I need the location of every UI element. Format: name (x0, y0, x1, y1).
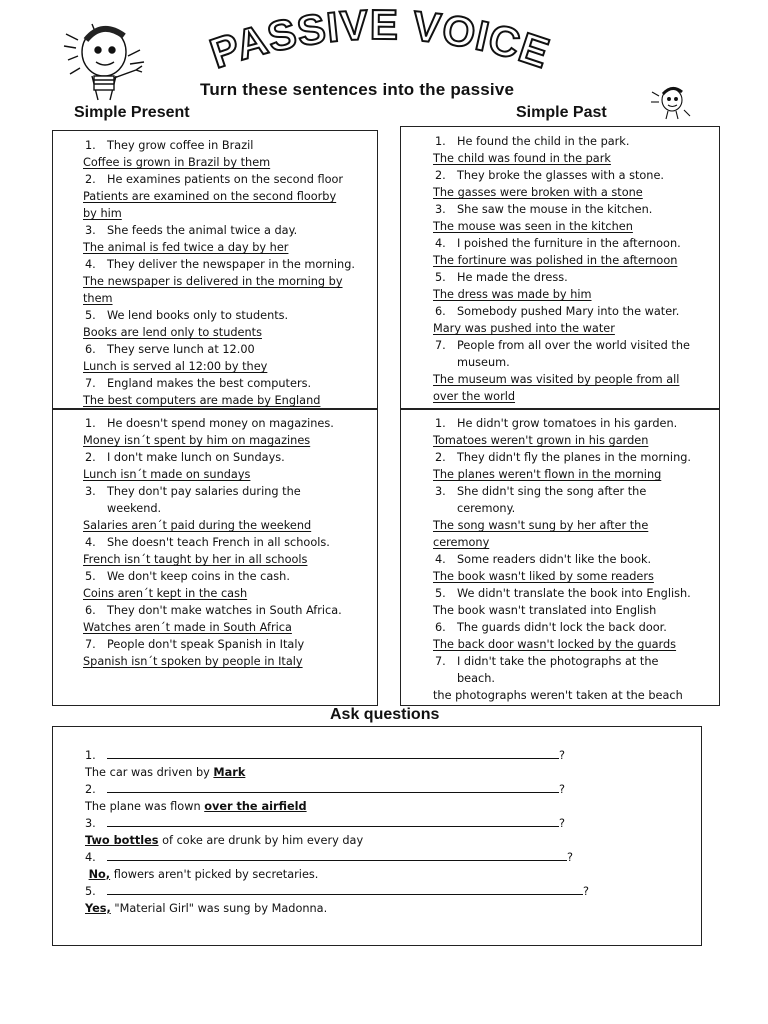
answer-line: the photographs weren't taken at the beach (433, 689, 683, 702)
answer-line: over the world (433, 390, 516, 403)
question-item (433, 167, 719, 184)
question-mark: ? (583, 885, 589, 898)
answer-line: The book wasn't liked by some readers (433, 570, 654, 583)
question-mark: ? (559, 783, 565, 796)
ask-question-number: 2. (85, 783, 96, 796)
answer-line: The book wasn't translated into English (433, 604, 657, 617)
question-text: England makes the best computers. (107, 377, 312, 390)
answer-blank-input[interactable] (107, 883, 583, 895)
answer-line: Lunch is served al 12:00 by they (83, 360, 268, 373)
answer-line: The mouse was seen in the kitchen (433, 220, 633, 233)
page-title-text: PASSIVE VOICE (204, 0, 556, 78)
answer-line: ceremony (433, 536, 490, 549)
question-text: They grow coffee in Brazil (107, 139, 254, 152)
ask-answer-focus: Mark (213, 766, 246, 779)
question-item (433, 303, 719, 320)
question-number: 1. (435, 417, 446, 430)
question-item (83, 307, 377, 324)
ask-answer-post: "Material Girl" was sung by Madonna. (110, 902, 328, 915)
section-label-simple-present: Simple Present (74, 104, 190, 121)
question-item (83, 256, 377, 273)
answer-blank-input[interactable] (107, 849, 567, 861)
question-continuation: beach. (457, 672, 496, 685)
question-text: She saw the mouse in the kitchen. (457, 203, 653, 216)
page-title (160, 0, 600, 90)
question-text: We lend books only to students. (107, 309, 289, 322)
question-number: 2. (435, 451, 446, 464)
question-text: He didn't grow tomatoes in his garden. (457, 417, 678, 430)
question-text: People from all over the world visited the (457, 339, 690, 352)
question-item (83, 636, 377, 653)
question-text: Some readers didn't like the book. (457, 553, 652, 566)
ask-question-number: 1. (85, 749, 96, 762)
ask-question-number: 5. (85, 885, 96, 898)
question-text: We don't keep coins in the cash. (107, 570, 290, 583)
question-item (83, 534, 377, 551)
question-text: They don't pay salaries during the (107, 485, 301, 498)
answer-blank-input[interactable] (107, 781, 559, 793)
ask-answer-row (85, 798, 701, 815)
answer-line: Spanish isn´t spoken by people in Italy (83, 655, 303, 668)
ask-answer-row (85, 900, 701, 917)
question-item (433, 551, 719, 568)
answer-line: The newspaper is delivered in the morning by (83, 275, 343, 288)
instruction-heading: Turn these sentences into the passive (200, 80, 515, 99)
ask-answer-row (85, 832, 701, 849)
ask-question-row (85, 781, 701, 798)
question-number: 4. (435, 237, 446, 250)
question-number: 1. (85, 417, 96, 430)
question-item (83, 568, 377, 585)
answer-line: The animal is fed twice a day by her (83, 241, 289, 254)
question-item (433, 619, 719, 636)
question-number: 2. (85, 451, 96, 464)
answer-line: Coffee is grown in Brazil by them (83, 156, 271, 169)
question-number: 4. (85, 258, 96, 271)
ask-answer-focus: Two bottles (85, 834, 159, 847)
question-text: People don't speak Spanish in Italy (107, 638, 305, 651)
ask-answer-row (85, 764, 701, 781)
question-number: 6. (85, 604, 96, 617)
question-item (433, 483, 719, 500)
answer-line: Lunch isn´t made on sundays (83, 468, 251, 481)
answer-line: Tomatoes weren't grown in his garden (433, 434, 649, 447)
ask-question-number: 3. (85, 817, 96, 830)
ask-question-row (85, 849, 701, 866)
question-number: 7. (435, 655, 446, 668)
small-cartoon-icon (650, 84, 692, 120)
question-number: 5. (85, 309, 96, 322)
question-item (433, 449, 719, 466)
answer-line: The museum was visited by people from all (433, 373, 680, 386)
question-text: Somebody pushed Mary into the water. (457, 305, 680, 318)
answer-line: The dress was made by him (433, 288, 592, 301)
question-text: He doesn't spend money on magazines. (107, 417, 334, 430)
present-affirmative-box (52, 130, 378, 410)
question-item (433, 337, 719, 354)
question-number: 4. (85, 536, 96, 549)
ask-answer-pre: The plane was flown (85, 800, 205, 813)
question-number: 3. (435, 485, 446, 498)
question-text: They broke the glasses with a stone. (457, 169, 665, 182)
cartoon-character-icon (62, 16, 152, 104)
question-item (83, 375, 377, 392)
question-text: She doesn't teach French in all schools. (107, 536, 330, 549)
answer-blank-input[interactable] (107, 747, 559, 759)
answer-line: The planes weren't flown in the morning (433, 468, 662, 481)
question-text: He made the dress. (457, 271, 568, 284)
question-item (433, 415, 719, 432)
question-number: 7. (85, 377, 96, 390)
question-text: They didn't fly the planes in the morning. (457, 451, 691, 464)
question-item (83, 483, 377, 500)
question-text: The guards didn't lock the back door. (457, 621, 667, 634)
question-continuation: weekend. (107, 502, 162, 515)
question-item (433, 133, 719, 150)
question-text: I don't make lunch on Sundays. (107, 451, 285, 464)
ask-question-row (85, 747, 701, 764)
ask-question-number: 4. (85, 851, 96, 864)
question-continuation: ceremony. (457, 502, 516, 515)
question-number: 2. (435, 169, 446, 182)
question-number: 6. (435, 621, 446, 634)
question-number: 3. (85, 485, 96, 498)
answer-line: them (83, 292, 113, 305)
ask-question-row (85, 815, 701, 832)
past-negative-box (400, 408, 720, 706)
question-item (433, 269, 719, 286)
answer-line: The best computers are made by England (83, 394, 321, 407)
question-number: 2. (85, 173, 96, 186)
answer-line: The back door wasn't locked by the guards (433, 638, 677, 651)
question-text: We didn't translate the book into English. (457, 587, 691, 600)
answer-blank-input[interactable] (107, 815, 559, 827)
ask-questions-box (52, 726, 702, 946)
svg-text:PASSIVE VOICE (204, 1, 555, 77)
question-mark: ? (559, 749, 565, 762)
ask-answer-pre: The car was driven by (85, 766, 214, 779)
answer-line: Watches aren´t made in South Africa (83, 621, 292, 634)
answer-line: French isn´t taught by her in all schools (83, 553, 308, 566)
answer-line: Salaries aren´t paid during the weekend (83, 519, 312, 532)
question-text: He found the child in the park. (457, 135, 630, 148)
answer-line: The gasses were broken with a stone (433, 186, 643, 199)
ask-answer-focus: Yes, (85, 902, 111, 915)
past-affirmative-box (400, 126, 720, 410)
question-text: He examines patients on the second floor (107, 173, 344, 186)
question-item (83, 449, 377, 466)
question-number: 4. (435, 553, 446, 566)
question-text: They serve lunch at 12.00 (107, 343, 255, 356)
answer-line: Money isn´t spent by him on magazines (83, 434, 311, 447)
answer-line: Books are lend only to students (83, 326, 262, 339)
section-label-ask-questions: Ask questions (330, 706, 440, 723)
question-item (433, 653, 719, 670)
ask-answer-row (85, 866, 701, 883)
question-item (433, 585, 719, 602)
question-number: 1. (85, 139, 96, 152)
question-item (83, 341, 377, 358)
question-number: 1. (435, 135, 446, 148)
answer-line: The song wasn't sung by her after the (433, 519, 649, 532)
question-continuation: museum. (457, 356, 510, 369)
ask-answer-post: of coke are drunk by him every day (158, 834, 364, 847)
question-mark: ? (567, 851, 573, 864)
question-number: 5. (435, 271, 446, 284)
question-item (83, 415, 377, 432)
question-item (83, 137, 377, 154)
answer-line: Mary was pushed into the water (433, 322, 615, 335)
ask-question-row (85, 883, 701, 900)
question-number: 6. (85, 343, 96, 356)
question-number: 7. (85, 638, 96, 651)
ask-answer-focus: over the airfield (204, 800, 307, 813)
section-label-simple-past: Simple Past (516, 104, 607, 121)
question-number: 3. (435, 203, 446, 216)
question-item (83, 222, 377, 239)
question-item (83, 602, 377, 619)
question-mark: ? (559, 817, 565, 830)
answer-line: The fortinure was polished in the afternoon (433, 254, 678, 267)
question-number: 7. (435, 339, 446, 352)
question-text: They deliver the newspaper in the morning. (107, 258, 355, 271)
question-item (433, 235, 719, 252)
answer-line: by him (83, 207, 122, 220)
ask-answer-focus: No, (88, 868, 111, 881)
question-item (83, 171, 377, 188)
question-number: 3. (85, 224, 96, 237)
question-text: I didn't take the photographs at the (457, 655, 659, 668)
answer-line: The child was found in the park (433, 152, 611, 165)
question-number: 5. (85, 570, 96, 583)
question-text: They don't make watches in South Africa. (107, 604, 342, 617)
present-negative-box (52, 408, 378, 706)
question-item (433, 201, 719, 218)
answer-line: Patients are examined on the second floorby (83, 190, 337, 203)
question-number: 6. (435, 305, 446, 318)
question-text: I poished the furniture in the afternoon. (457, 237, 681, 250)
question-text: She feeds the animal twice a day. (107, 224, 298, 237)
question-number: 5. (435, 587, 446, 600)
question-text: She didn't sing the song after the (457, 485, 647, 498)
answer-line: Coins aren´t kept in the cash (83, 587, 248, 600)
ask-answer-post: flowers aren't picked by secretaries. (110, 868, 319, 881)
